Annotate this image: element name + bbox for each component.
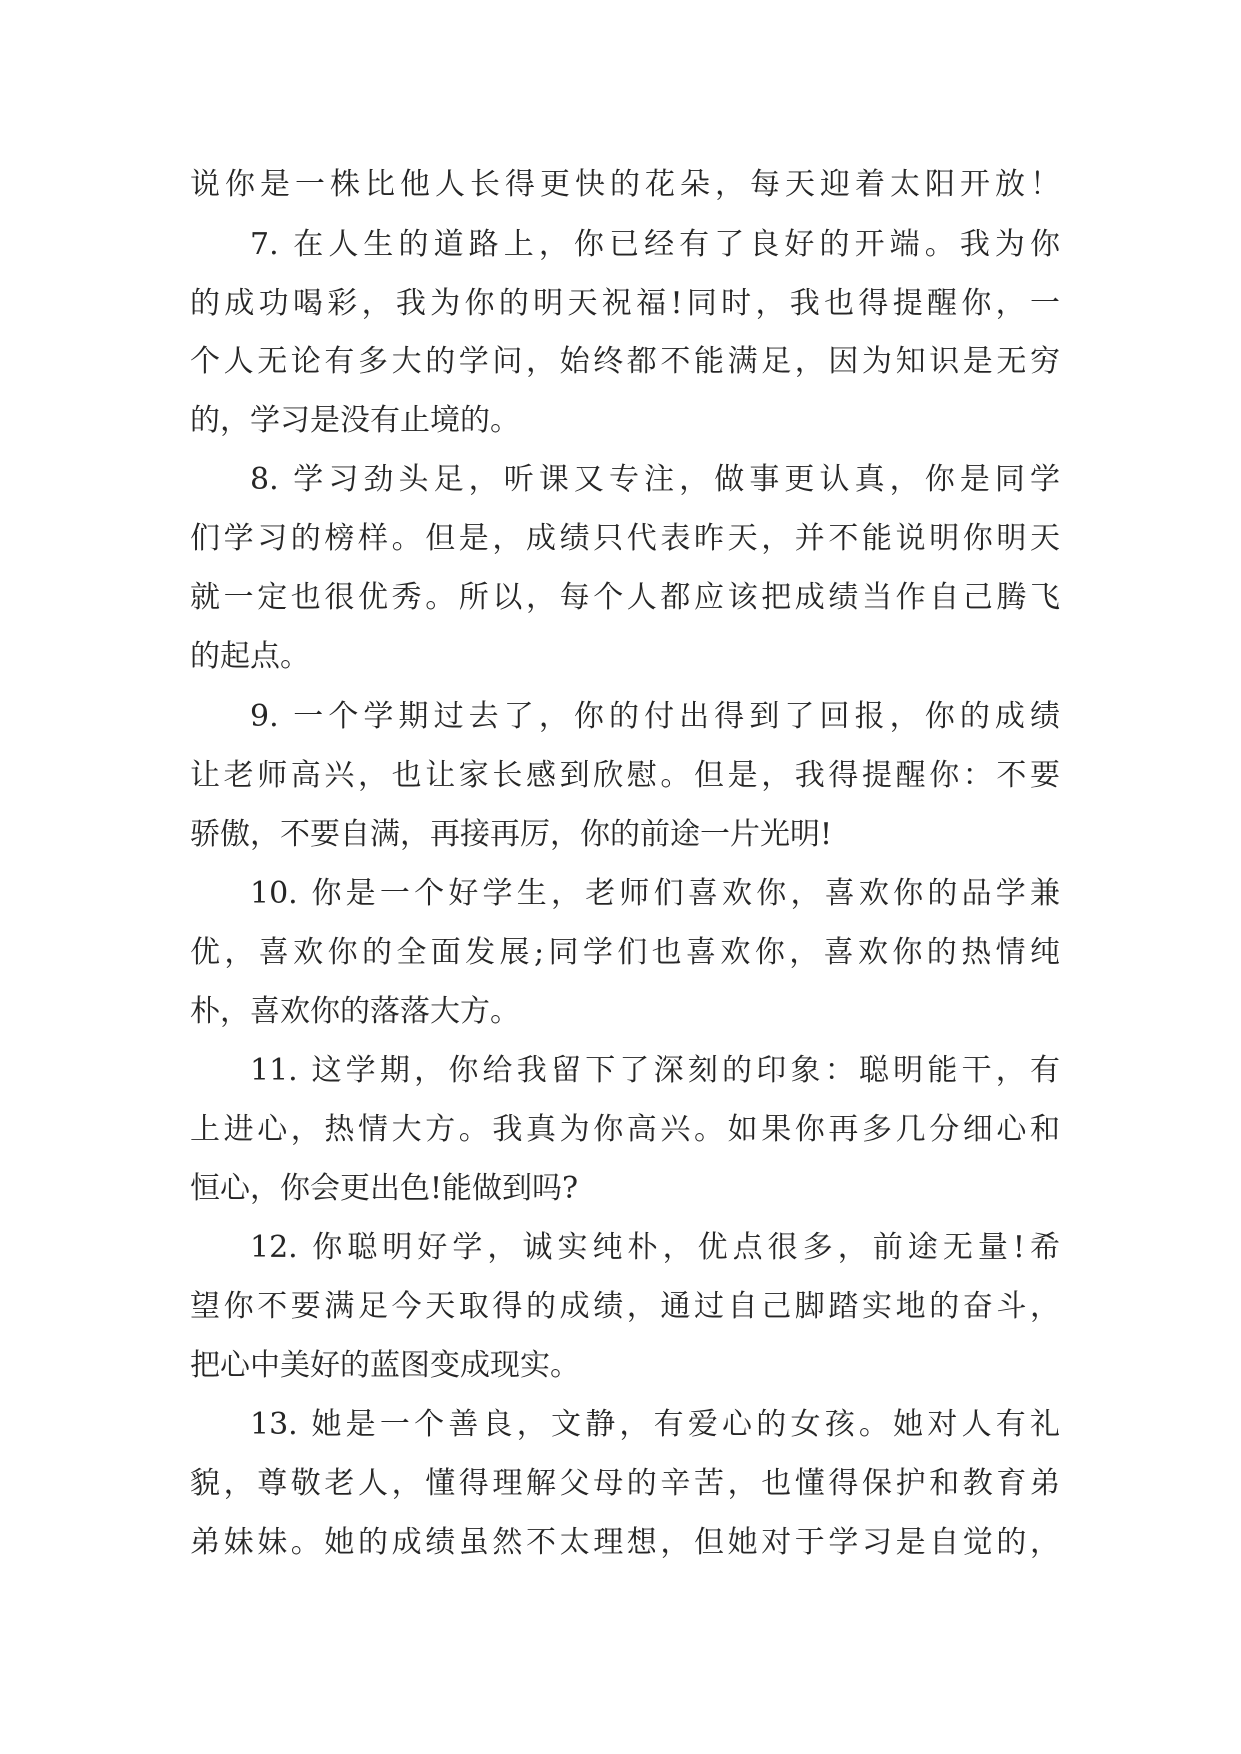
paragraph-first-line: 10. 你是一个好学生，老师们喜欢你，喜欢你的品学兼 [250, 876, 1060, 911]
text-line: 貌，尊敬老人，懂得理解父母的辛苦，也懂得保护和教育弟 [190, 1466, 1060, 1501]
text-line: 个人无论有多大的学问，始终都不能满足，因为知识是无穷 [190, 344, 1060, 379]
text-line: 朴，喜欢你的落落大方。 [190, 994, 520, 1029]
text-line: 的，学习是没有止境的。 [190, 403, 520, 438]
text-line: 望你不要满足今天取得的成绩，通过自己脚踏实地的奋斗， [190, 1289, 1060, 1324]
text-line: 的起点。 [190, 639, 310, 674]
text-line: 们学习的榜样。但是，成绩只代表昨天，并不能说明你明天 [190, 521, 1060, 556]
text-line: 让老师高兴，也让家长感到欣慰。但是，我得提醒你：不要 [190, 758, 1060, 793]
text-line: 骄傲，不要自满，再接再厉，你的前途一片光明! [190, 817, 833, 852]
text-line: 的成功喝彩，我为你的明天祝福!同时，我也得提醒你，一 [190, 286, 1060, 321]
paragraph-first-line: 11. 这学期，你给我留下了深刻的印象：聪明能干，有 [250, 1053, 1060, 1088]
text-line: 弟妹妹。她的成绩虽然不太理想，但她对于学习是自觉的， [190, 1525, 1060, 1560]
paragraph-first-line: 8. 学习劲头足，听课又专注，做事更认真，你是同学 [250, 462, 1060, 497]
paragraph-first-line: 7. 在人生的道路上，你已经有了良好的开端。我为你 [250, 227, 1060, 262]
paragraph-first-line: 12. 你聪明好学，诚实纯朴，优点很多，前途无量!希 [250, 1230, 1060, 1265]
text-line: 恒心，你会更出色!能做到吗? [190, 1171, 579, 1206]
text-line: 上进心，热情大方。我真为你高兴。如果你再多几分细心和 [190, 1112, 1060, 1147]
text-line: 优，喜欢你的全面发展;同学们也喜欢你，喜欢你的热情纯 [190, 935, 1060, 970]
text-line: 把心中美好的蓝图变成现实。 [190, 1348, 580, 1383]
text-line: 就一定也很优秀。所以，每个人都应该把成绩当作自己腾飞 [190, 580, 1060, 615]
text-line: 说你是一株比他人长得更快的花朵，每天迎着太阳开放！ [190, 167, 1060, 202]
paragraph-first-line: 9. 一个学期过去了，你的付出得到了回报，你的成绩 [250, 699, 1060, 734]
paragraph-first-line: 13. 她是一个善良，文静，有爱心的女孩。她对人有礼 [250, 1407, 1060, 1442]
